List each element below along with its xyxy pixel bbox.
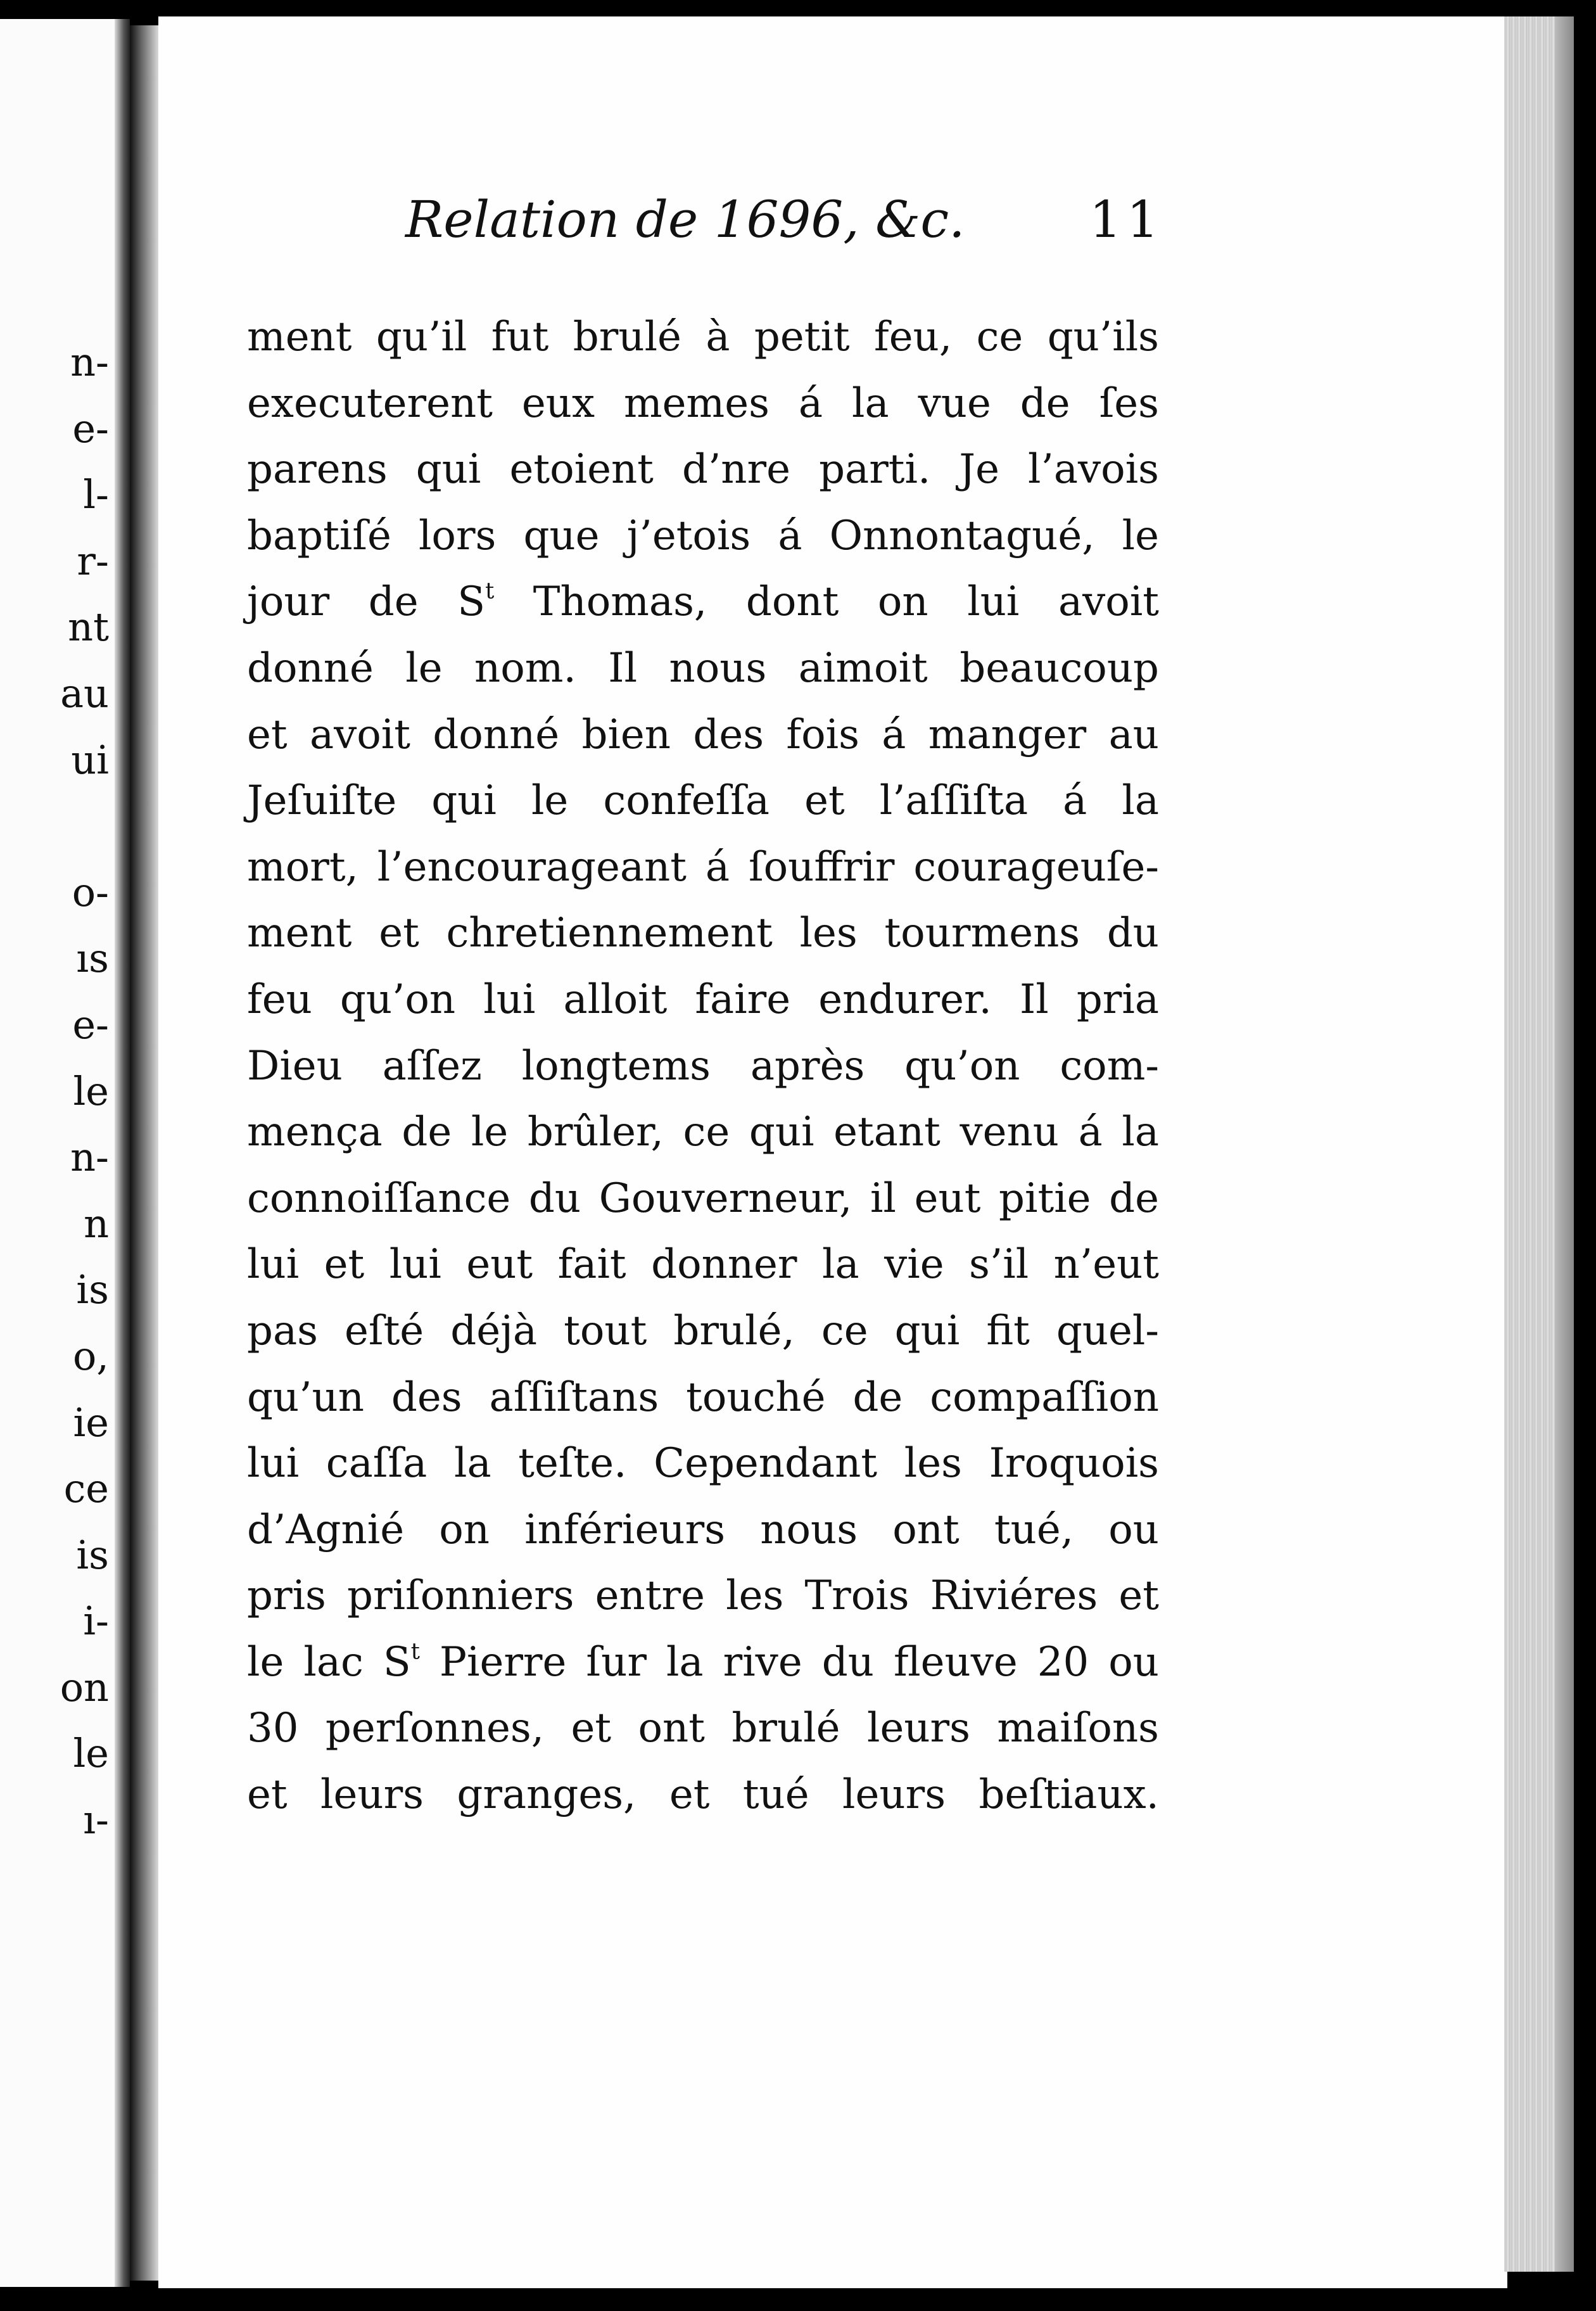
text-line: baptiſé lors que j’etois á Onnontagué, le [247, 512, 1159, 559]
text-line: pas eſté déjà tout brulé, ce qui fit quel- [247, 1307, 1159, 1354]
text-line: qu’un des aſſiſtans touché de compaſſion [247, 1373, 1159, 1421]
text-line: pris priſonniers entre les Trois Riviéres et [247, 1572, 1159, 1620]
facing-page-fragment: le [73, 1730, 109, 1777]
book-spine [130, 25, 160, 2281]
text-line: connoiſſance du Gouverneur, il eut pitie de [247, 1175, 1159, 1222]
text-line: et leurs granges, et tué leurs beſtiaux. [247, 1771, 1159, 1819]
facing-page-fragment: ce [63, 1465, 109, 1512]
running-head [405, 190, 1165, 266]
text-line: mort, l’encourageant á ſouffrir courageuſe- [247, 843, 1159, 891]
text-line: jour de $S^t$ Thomas, dont on lui avoit [247, 578, 1160, 626]
text-line: feu qu’on lui alloit faire endurer. Il pria [247, 976, 1159, 1023]
facing-page-fragment: i- [83, 1598, 109, 1645]
gutter-shadow [115, 19, 130, 2287]
facing-page-fragment: ıs [76, 935, 109, 982]
facing-page-fragment: o, [72, 1332, 109, 1379]
text-line: parens qui etoient d’nre parti. Je l’avois [247, 446, 1159, 493]
text-line: et avoit donné bien des fois á manger au [247, 711, 1159, 758]
facing-page-fragment: e- [72, 1001, 109, 1048]
facing-page-fragment: l- [83, 471, 109, 518]
facing-page-left [0, 19, 130, 2287]
facing-page-fragment: n- [70, 339, 109, 385]
text-line: lui et lui eut fait donner la vie s’il n’eut [247, 1241, 1159, 1289]
facing-page-fragment: is [76, 1266, 109, 1313]
text-line: donné le nom. Il nous aimoit beaucoup [247, 644, 1159, 692]
facing-page-fragment: e- [72, 405, 109, 452]
page-edges [1504, 16, 1574, 2272]
facing-page-fragment: n- [70, 1134, 109, 1181]
running-head-title: Relation de 1696, &c. [405, 190, 965, 249]
text-line: mença de le brûler, ce qui etant venu á la [247, 1109, 1159, 1156]
page-number: 11 [1089, 190, 1164, 249]
text-line: Dieu aſſez longtems après qu’on com- [247, 1042, 1159, 1090]
facing-page-fragment: ie [73, 1399, 109, 1446]
text-line: ment et chretiennement les tourmens du [247, 910, 1159, 957]
facing-page-fragment: ı- [83, 1797, 109, 1843]
facing-page-fragment: o- [72, 869, 109, 915]
facing-page-fragment: ui [71, 736, 109, 783]
text-line: 30 perſonnes, et ont brulé leurs maiſons [247, 1705, 1159, 1752]
facing-page-fragment: nt [68, 604, 109, 651]
facing-page-text-fragments [0, 329, 114, 1854]
text-line: executerent eux memes á la vue de ſes [247, 379, 1159, 427]
text-line: Jeſuiſte qui le confeſſa et l’aſſiſta á la [247, 777, 1159, 825]
facing-page-fragment: r- [77, 537, 109, 584]
facing-page-fragment: n [84, 1200, 109, 1247]
facing-page-fragment: on [60, 1664, 109, 1710]
page-edge-shadow [1555, 16, 1574, 2272]
facing-page-fragment: au [60, 670, 109, 716]
text-line: d’Agnié on inférieurs nous ont tué, ou [247, 1506, 1159, 1553]
body-text [247, 304, 1159, 1828]
text-line: le lac $S^t$ Pierre ſur la rive du fleuve 20 ou [247, 1638, 1160, 1686]
text-line: ment qu’il fut brulé à petit feu, ce qu’ils [247, 314, 1159, 360]
text-line: lui caſſa la teſte. Cependant les Iroquois [247, 1440, 1159, 1487]
facing-page-fragment: le [73, 1067, 109, 1114]
facing-page-fragment: is [76, 1531, 109, 1578]
